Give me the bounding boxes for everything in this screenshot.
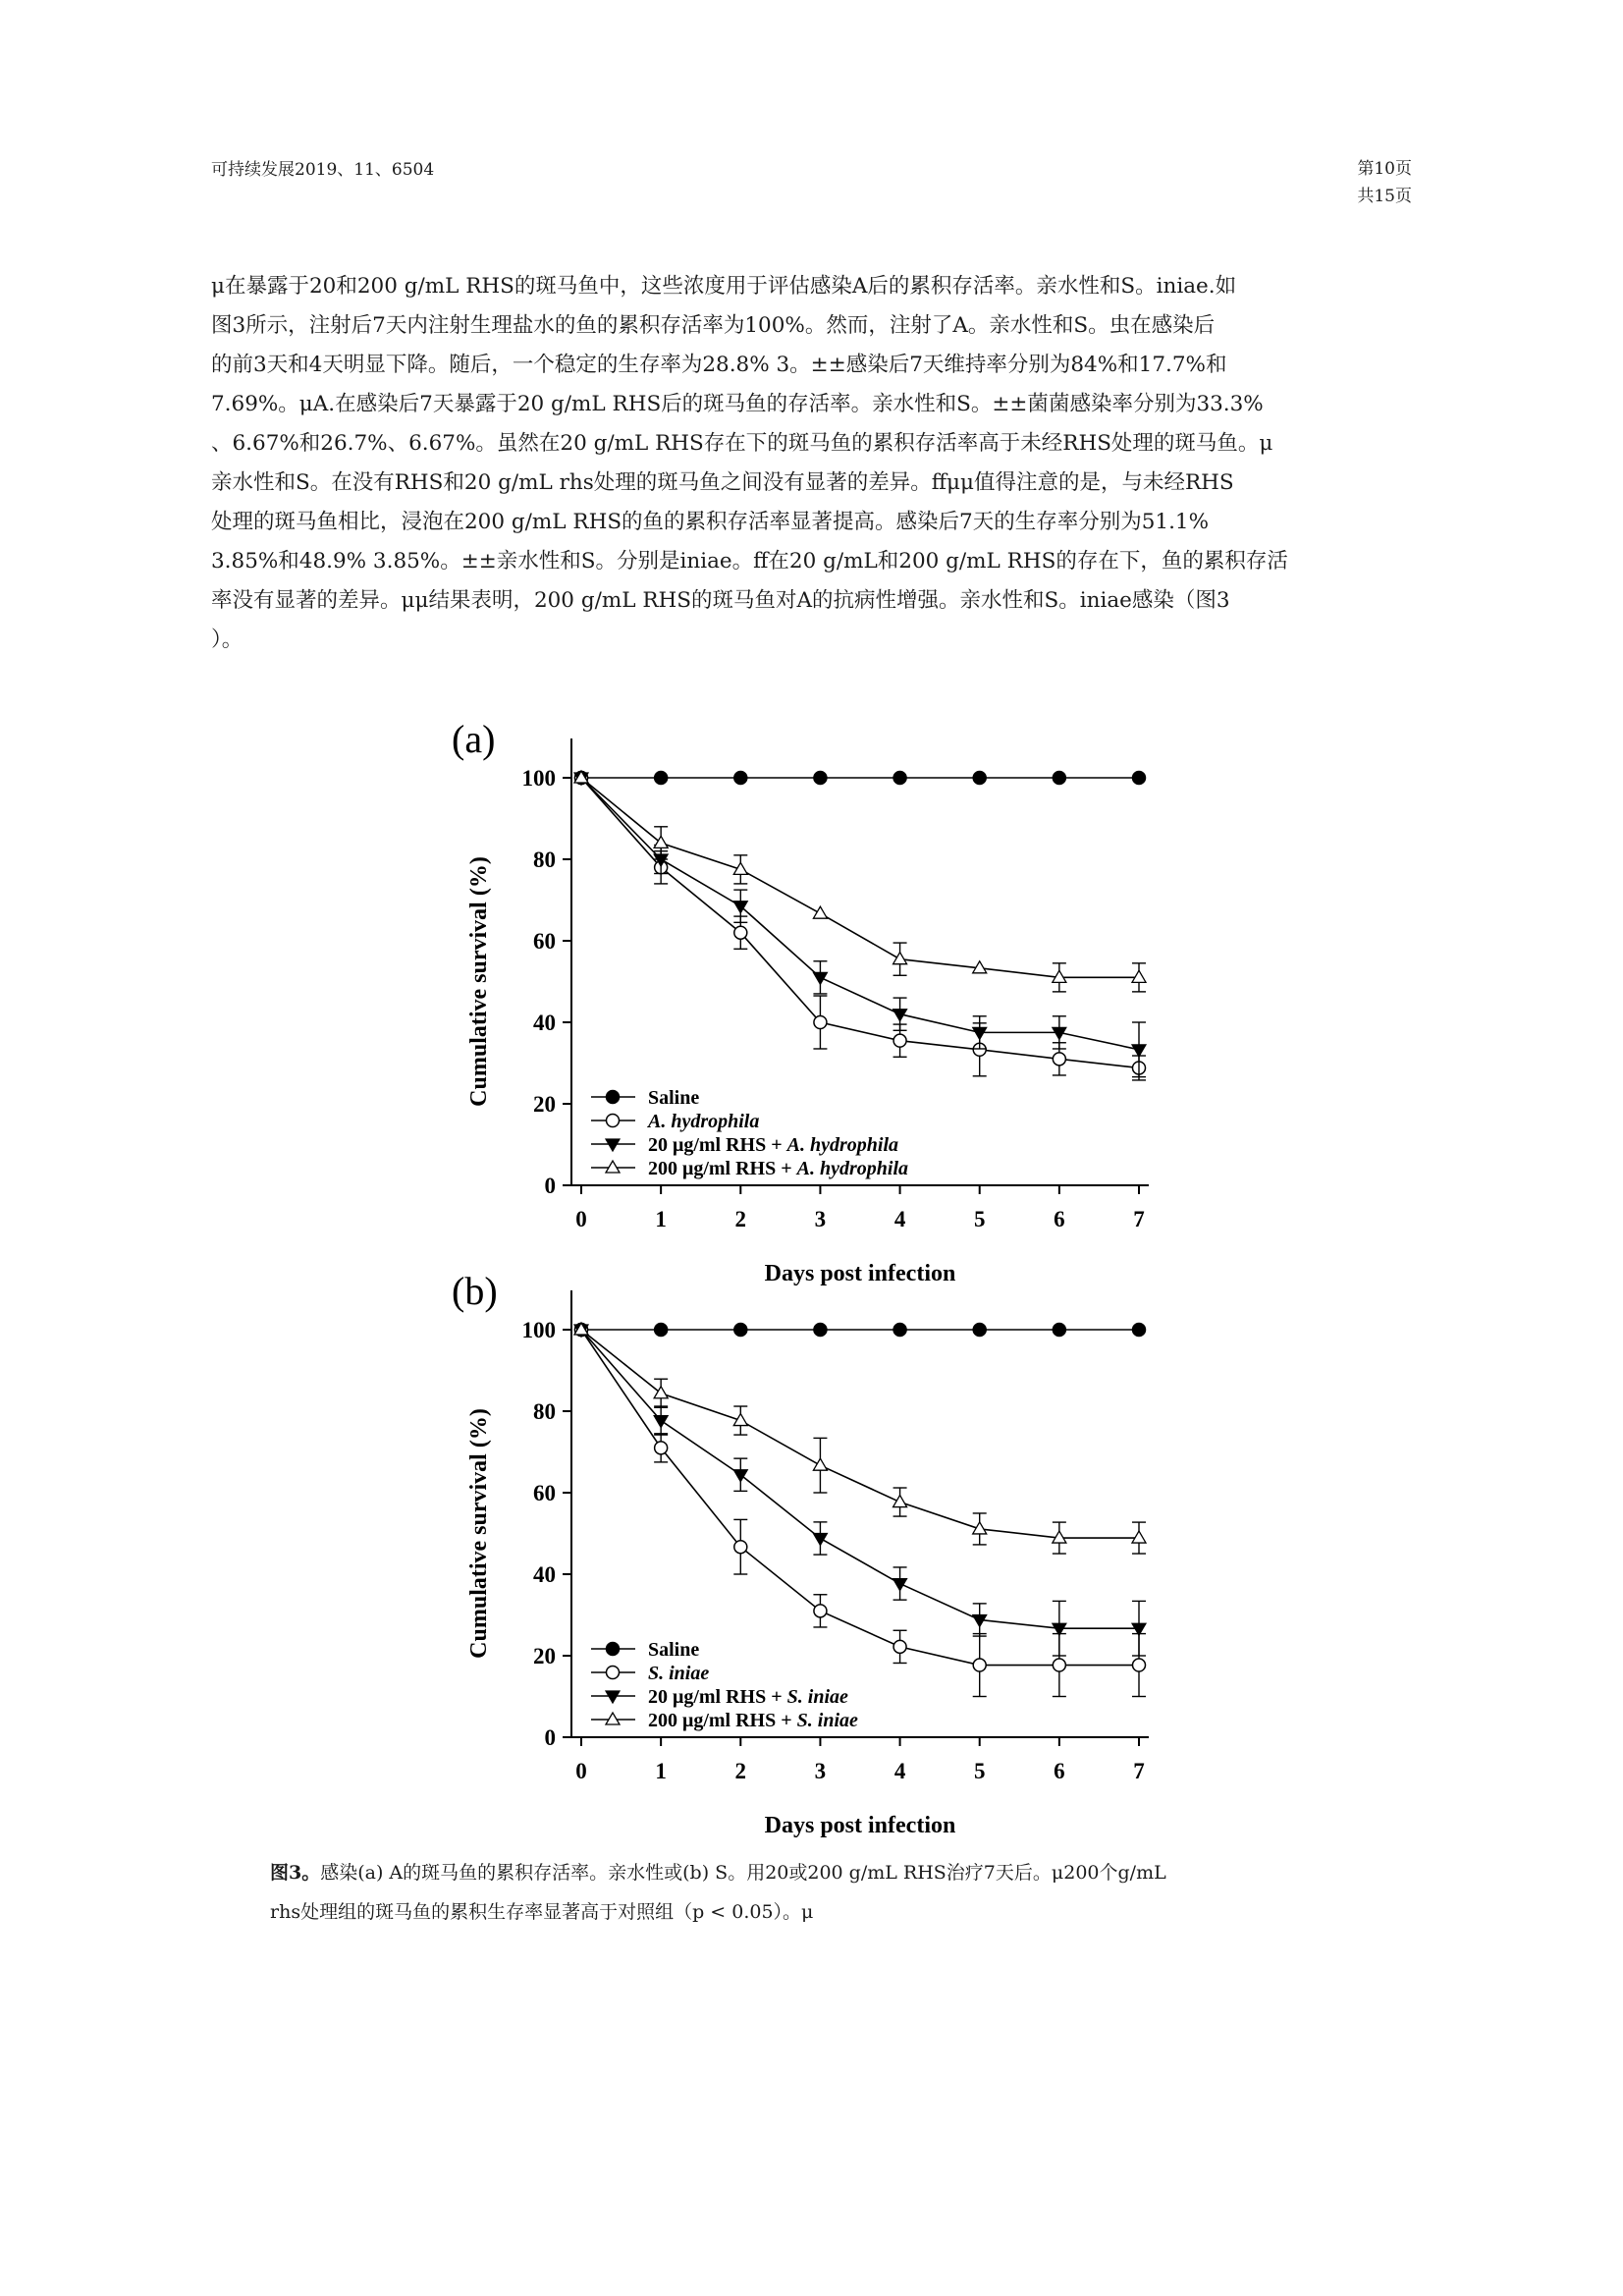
series-line xyxy=(581,778,1139,977)
data-point xyxy=(655,772,668,785)
series-line xyxy=(581,778,1139,1050)
x-tick-label: 5 xyxy=(973,1759,986,1783)
body-line: ）。 xyxy=(211,628,243,652)
legend-marker xyxy=(606,1161,620,1173)
y-axis-title: Cumulative survival (%) xyxy=(466,1408,492,1659)
series-line xyxy=(581,1330,1139,1628)
y-tick-label: 40 xyxy=(533,1011,556,1035)
chart-panel-b xyxy=(432,1261,1208,1850)
data-point xyxy=(654,836,668,847)
data-point xyxy=(814,1016,827,1029)
legend-label: 200 μg/ml RHS + S. iniae xyxy=(648,1710,858,1731)
data-point xyxy=(893,1496,907,1507)
data-point xyxy=(1053,1053,1065,1066)
series-line xyxy=(581,778,1139,1067)
x-tick-label: 5 xyxy=(973,1207,986,1231)
data-point xyxy=(893,953,907,964)
body-line: 图3所示，注射后7天内注射生理盐水的鱼的累积存活率为100%。然而，注射了A。亲水性和S。虫在感染后 xyxy=(211,313,1216,338)
data-point xyxy=(734,772,747,785)
data-point xyxy=(654,1416,668,1428)
panel-label: (a) xyxy=(452,717,496,761)
body-line: μ在暴露于20和200 g/mL RHS的斑马鱼中，这些浓度用于评估感染A后的累积存活率。亲水性和S。iniae.如 xyxy=(211,274,1237,299)
legend-marker xyxy=(606,1139,620,1151)
y-tick-label: 40 xyxy=(533,1562,556,1587)
series-line xyxy=(581,1330,1139,1666)
x-axis-title: Days post infection xyxy=(764,1813,956,1838)
data-point xyxy=(813,906,827,918)
x-tick-label: 3 xyxy=(814,1759,827,1783)
x-tick-label: 7 xyxy=(1133,1207,1145,1231)
legend-marker xyxy=(607,1667,620,1679)
data-point xyxy=(655,1324,668,1337)
body-line: 7.69%。μA.在感染后7天暴露于20 g/mL RHS后的斑马鱼的存活率。亲水性和S。±±菌菌感染率分别为33.3% xyxy=(211,392,1264,416)
x-tick-label: 4 xyxy=(893,1759,906,1783)
data-point xyxy=(813,1458,827,1470)
data-point xyxy=(813,1533,827,1545)
data-point xyxy=(1133,1659,1146,1671)
data-point xyxy=(893,772,906,785)
page-number xyxy=(1357,155,1412,210)
body-paragraph xyxy=(211,267,1438,660)
y-tick-label: 60 xyxy=(533,1481,556,1505)
y-tick-label: 20 xyxy=(533,1644,556,1668)
data-point xyxy=(654,1387,668,1398)
x-tick-label: 0 xyxy=(575,1207,587,1231)
legend-label: S. iniae xyxy=(648,1663,710,1684)
body-line: 的前3天和4天明显下降。随后，一个稳定的生存率为28.8% 3。±±感染后7天维持率分别为84%和17.7%和 xyxy=(211,353,1227,377)
data-point xyxy=(973,1659,986,1671)
x-tick-label: 6 xyxy=(1054,1759,1065,1783)
legend-marker xyxy=(607,1091,620,1104)
y-tick-label: 100 xyxy=(521,1318,556,1342)
panel-label: (b) xyxy=(452,1269,498,1313)
data-point xyxy=(1133,1324,1146,1337)
data-point xyxy=(1132,1045,1146,1057)
data-point xyxy=(1132,970,1146,982)
data-point xyxy=(814,1605,827,1617)
data-point xyxy=(1053,772,1065,785)
data-point xyxy=(655,1442,668,1454)
x-tick-label: 4 xyxy=(893,1207,906,1231)
legend-label: 20 μg/ml RHS + A. hydrophila xyxy=(648,1134,898,1156)
figure-caption xyxy=(270,1853,1360,1932)
legend-label: A. hydrophila xyxy=(648,1111,760,1132)
data-point xyxy=(1132,1531,1146,1543)
data-point xyxy=(814,772,827,785)
legend-label: Saline xyxy=(648,1639,700,1661)
page-total: 共15页 xyxy=(1357,187,1412,206)
body-line: 、6.67%和26.7%、6.67%。虽然在20 g/mL RHS存在下的斑马鱼的累积存活率高于未经RHS处理的斑马鱼。μ xyxy=(211,431,1273,456)
body-line: 3.85%和48.9% 3.85%。±±亲水性和S。分别是iniae。ff在20 g/mL和200 g/mL RHS的存在下，鱼的累积存活 xyxy=(211,549,1288,574)
x-tick-label: 3 xyxy=(814,1207,827,1231)
body-line: 率没有显著的差异。μμ结果表明，200 g/mL RHS的斑马鱼对A的抗病性增强。亲水性和S。iniae感染（图3 xyxy=(211,588,1230,613)
data-point xyxy=(734,1324,747,1337)
legend-marker xyxy=(607,1115,620,1127)
body-line: 处理的斑马鱼相比，浸泡在200 g/mL RHS的鱼的累积存活率显著提高。感染后7天的生存率分别为51.1% xyxy=(211,510,1210,534)
legend-marker xyxy=(606,1691,620,1703)
data-point xyxy=(1053,1659,1065,1671)
page-current: 第10页 xyxy=(1357,159,1412,179)
body-line: 亲水性和S。在没有RHS和20 g/mL rhs处理的斑马鱼之间没有显著的差异。ffμμ值得注意的是，与未经RHS xyxy=(211,470,1234,495)
data-point xyxy=(893,1324,906,1337)
x-tick-label: 0 xyxy=(575,1759,587,1783)
x-tick-label: 6 xyxy=(1054,1207,1065,1231)
x-tick-label: 1 xyxy=(655,1207,667,1231)
data-point xyxy=(893,1034,906,1047)
data-point xyxy=(973,772,986,785)
y-tick-label: 20 xyxy=(533,1092,556,1117)
legend-label: 20 μg/ml RHS + S. iniae xyxy=(648,1686,848,1708)
legend-label: Saline xyxy=(648,1087,700,1109)
y-tick-label: 0 xyxy=(544,1725,556,1750)
x-axis-title: Days post infection xyxy=(764,1261,956,1286)
data-point xyxy=(733,1470,747,1482)
data-point xyxy=(973,1027,987,1039)
x-tick-label: 7 xyxy=(1133,1759,1145,1783)
running-header: 可持续发展2019、11、6504 xyxy=(211,160,435,180)
data-point xyxy=(814,1324,827,1337)
x-tick-label: 1 xyxy=(655,1759,667,1783)
caption-line-1: 感染(a) A的斑马鱼的累积存活率。亲水性或(b) S。用20或200 g/mL RHS治疗7天后。μ200个g/mL xyxy=(320,1862,1166,1884)
x-tick-label: 2 xyxy=(734,1207,747,1231)
data-point xyxy=(734,926,747,939)
data-point xyxy=(813,972,827,984)
caption-line-2: rhs处理组的斑马鱼的累积生存率显著高于对照组（p < 0.05）。μ xyxy=(270,1901,814,1923)
y-tick-label: 0 xyxy=(544,1174,556,1198)
data-point xyxy=(1053,1324,1065,1337)
y-axis-title: Cumulative survival (%) xyxy=(466,856,492,1107)
x-tick-label: 2 xyxy=(734,1759,747,1783)
data-point xyxy=(734,1541,747,1554)
y-tick-label: 100 xyxy=(521,766,556,791)
data-point xyxy=(1133,772,1146,785)
caption-label: 图3。 xyxy=(270,1862,321,1884)
data-point xyxy=(893,1640,906,1653)
legend-label: 200 μg/ml RHS + A. hydrophila xyxy=(648,1158,908,1179)
data-point xyxy=(893,1579,907,1591)
chart-panel-a xyxy=(432,709,1208,1298)
y-tick-label: 80 xyxy=(533,1399,556,1424)
data-point xyxy=(973,1324,986,1337)
legend-marker xyxy=(606,1713,620,1724)
y-tick-label: 60 xyxy=(533,929,556,954)
y-tick-label: 80 xyxy=(533,847,556,872)
legend-marker xyxy=(607,1643,620,1656)
